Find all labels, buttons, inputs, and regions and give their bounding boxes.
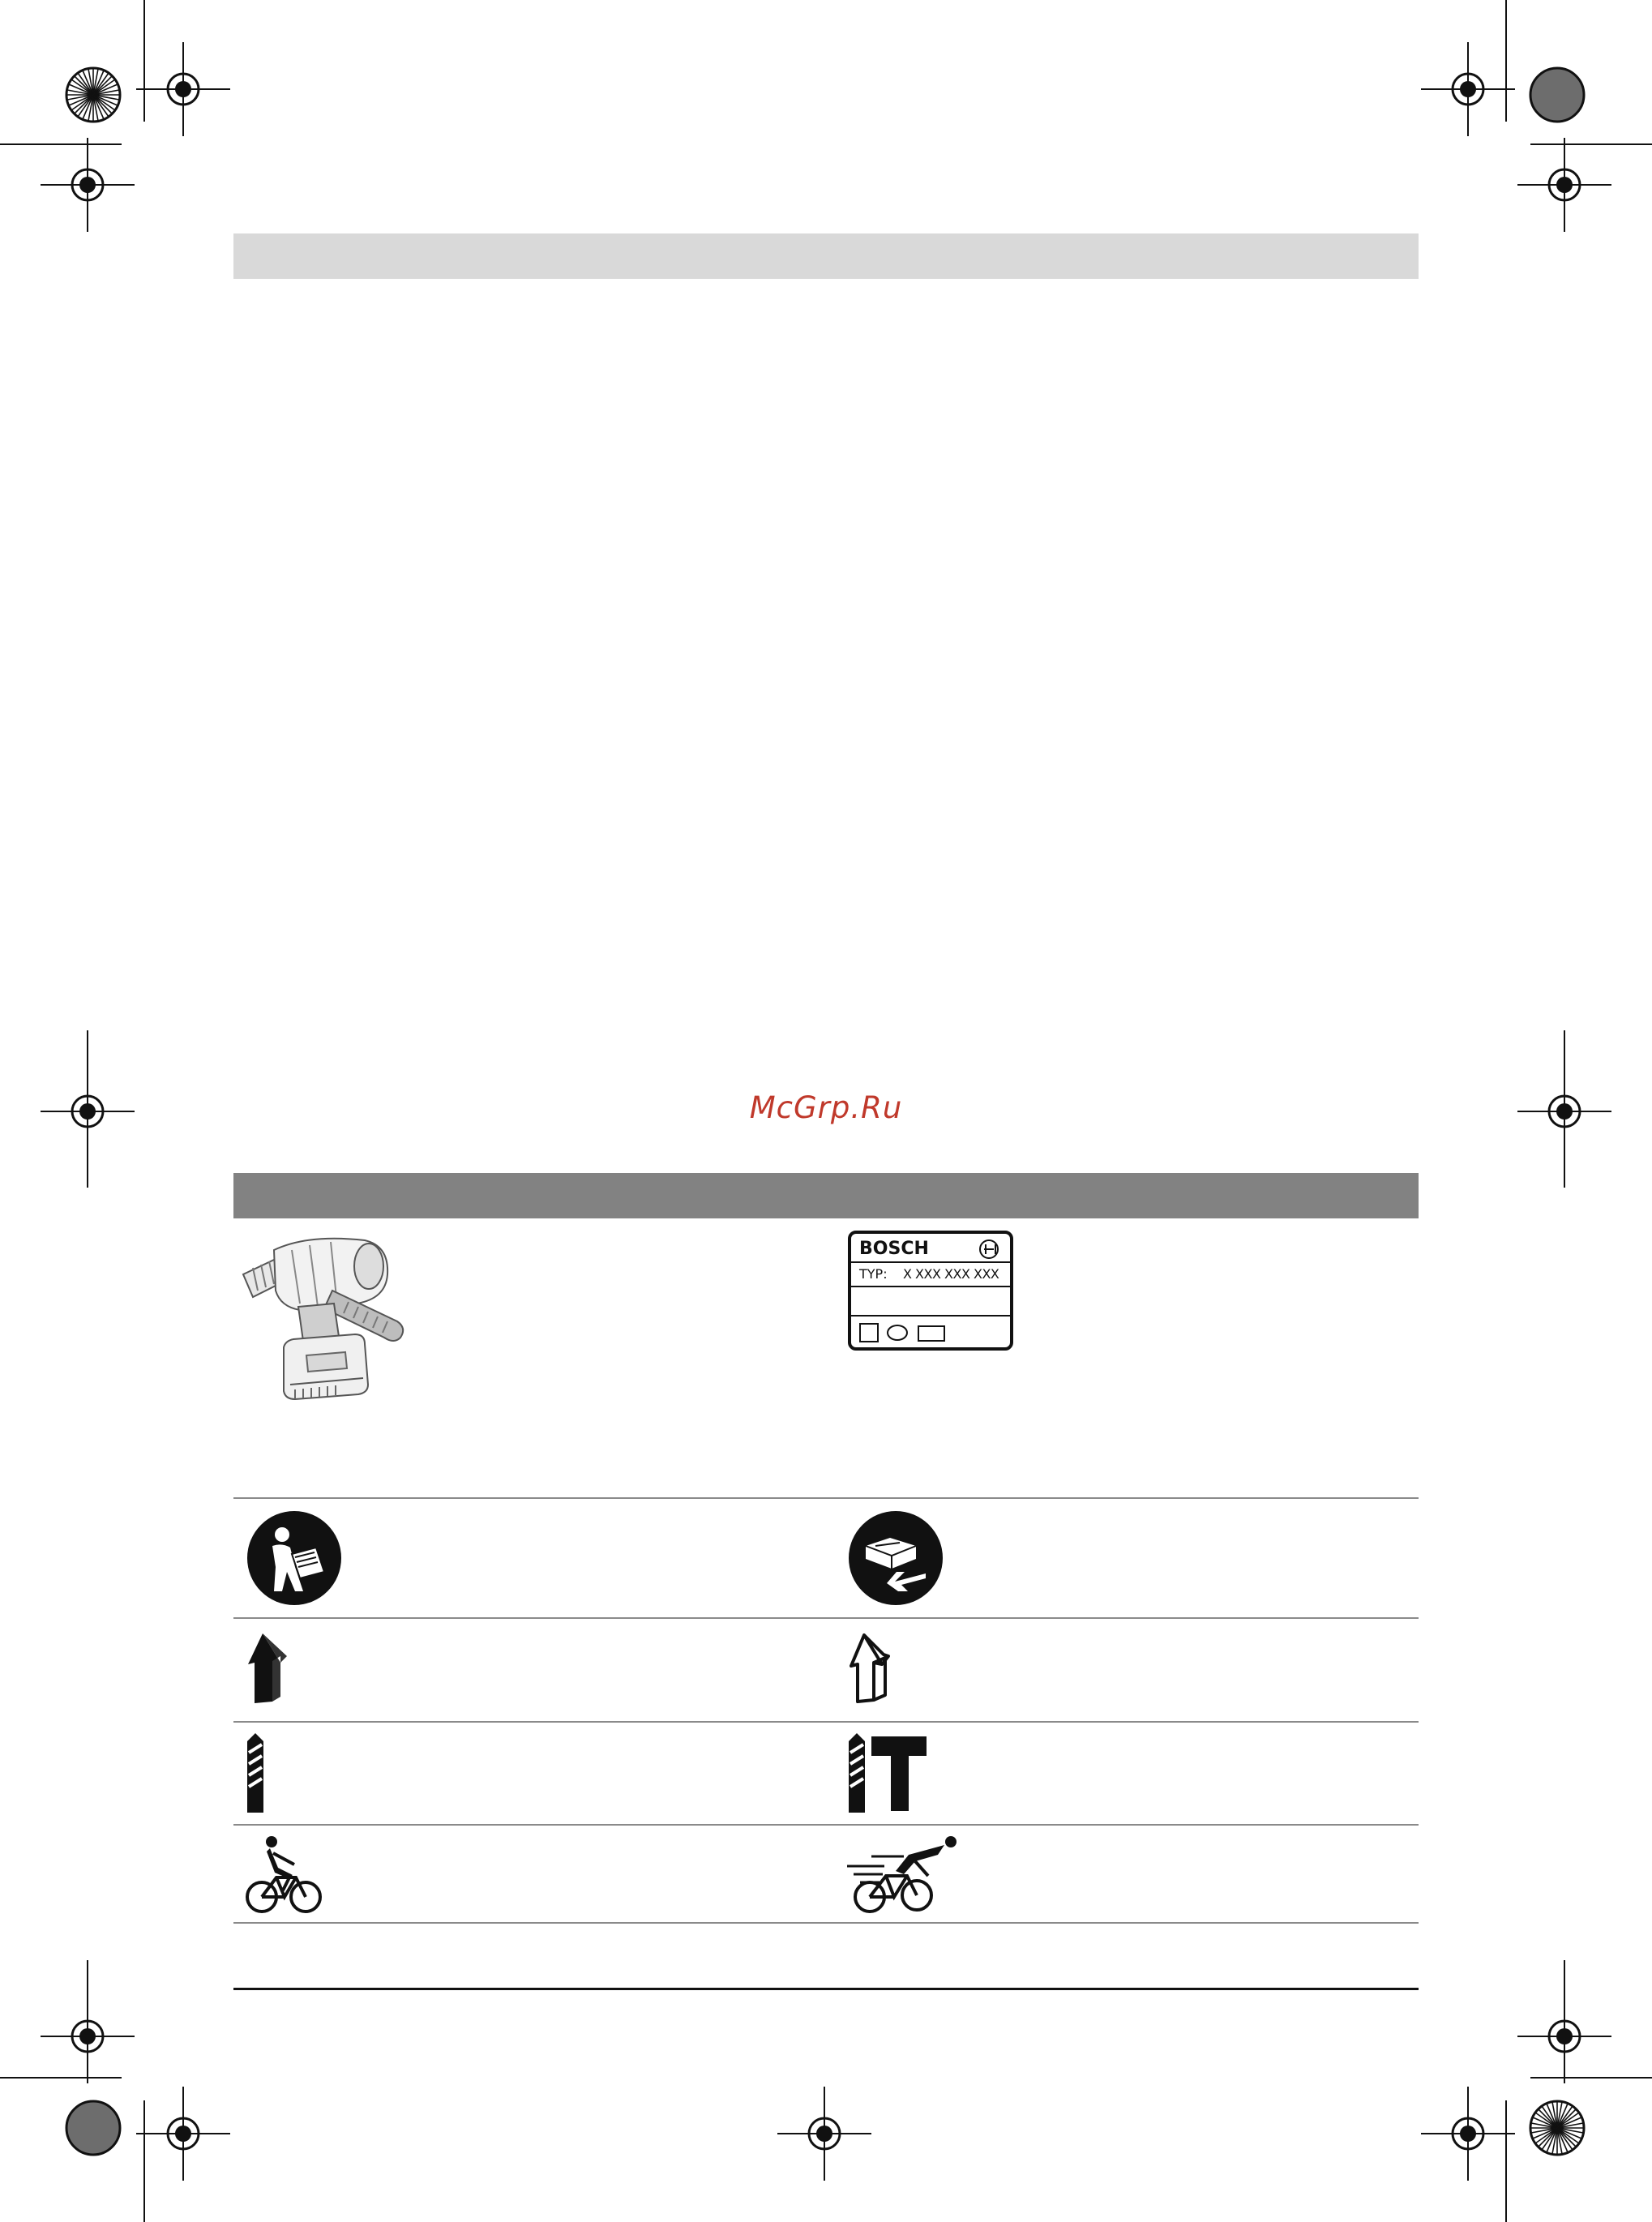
type-plate-icon bbox=[848, 1231, 1013, 1351]
header-bar bbox=[233, 233, 1419, 279]
drill-driver-product-icon bbox=[235, 1226, 413, 1408]
table-rule bbox=[233, 1721, 1419, 1723]
battery-remove-icon bbox=[848, 1510, 944, 1606]
bicycle-fast-icon bbox=[847, 1834, 957, 1915]
drill-bit-icon bbox=[246, 1733, 265, 1814]
table-rule bbox=[233, 1617, 1419, 1619]
drill-and-hammer-icon bbox=[847, 1733, 928, 1814]
table-rule bbox=[233, 1497, 1419, 1499]
read-manual-icon bbox=[246, 1510, 342, 1606]
outline-arrow-up-icon bbox=[850, 1632, 898, 1705]
plate-type-number: X XXX XXX XXX bbox=[903, 1266, 999, 1282]
plate-type-label: TYP: bbox=[859, 1266, 888, 1282]
filled-arrow-up-icon bbox=[248, 1632, 297, 1705]
plate-brand: BOSCH bbox=[859, 1239, 929, 1259]
page-bottom-rule bbox=[233, 1988, 1419, 1990]
table-rule bbox=[233, 1824, 1419, 1826]
bicycle-slow-icon bbox=[246, 1834, 323, 1915]
watermark-text: McGrp.Ru bbox=[749, 1090, 903, 1125]
symbols-section-bar bbox=[233, 1173, 1419, 1218]
bosch-logo-icon bbox=[979, 1239, 999, 1259]
table-rule bbox=[233, 1922, 1419, 1924]
